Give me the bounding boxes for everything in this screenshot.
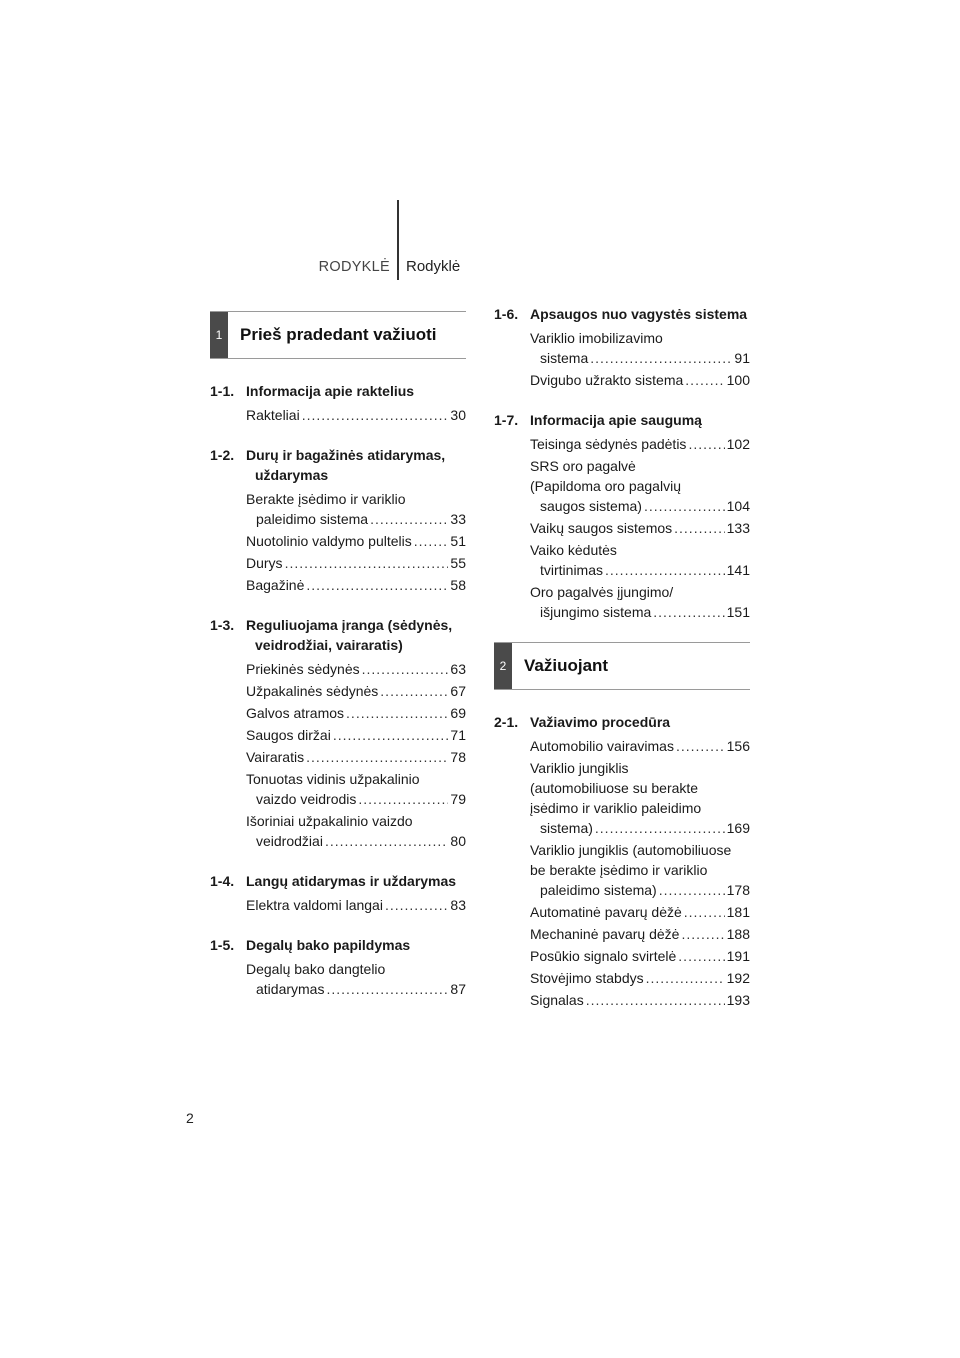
chapter-title: Važiavimo procedūra [530, 714, 671, 730]
toc-column-right [494, 304, 750, 1030]
entry-text: Rakteliai [246, 407, 300, 423]
entry-line: (Papildoma oro pagalvių [530, 478, 681, 494]
chapter-heading [494, 304, 750, 324]
entry-line: Išoriniai užpakalinio vaizdo [246, 813, 413, 829]
toc-chapter [210, 935, 466, 999]
entry-page-number: 80 [450, 833, 466, 849]
dot-leader [653, 602, 724, 622]
dot-leader [333, 725, 449, 745]
entry-page-number: 133 [726, 520, 750, 536]
toc-entry[interactable] [246, 489, 466, 529]
toc-entry[interactable] [246, 703, 466, 723]
entry-text: Priekinės sėdynės [246, 661, 360, 677]
entry-line [246, 831, 466, 851]
chapter-heading [494, 712, 750, 732]
entry-text: paleidimo sistema) [540, 882, 657, 898]
toc-chapter [494, 410, 750, 622]
entry-line: Oro pagalvės įjungimo/ [530, 584, 674, 600]
entry-page-number: 156 [726, 738, 750, 754]
toc-entry[interactable] [530, 328, 750, 368]
section-number-tab: 2 [494, 643, 512, 689]
entry-text: Posūkio signalo svirtelė [530, 948, 677, 964]
entry-line [246, 703, 466, 723]
dot-leader [306, 747, 448, 767]
section-title: Prieš pradedant važiuoti [240, 325, 437, 344]
entry-line [246, 979, 466, 999]
toc-chapter [210, 615, 466, 851]
entry-text: Elektra valdomi langai [246, 897, 383, 913]
dot-leader [326, 979, 448, 999]
chapter-title: Reguliuojama įranga (sėdynės, veidrodžiai, vairaratis) [246, 617, 453, 653]
dot-leader [646, 968, 725, 988]
chapter-heading [210, 871, 466, 891]
dot-leader [346, 703, 448, 723]
entry-line [246, 575, 466, 595]
entry-line [246, 659, 466, 679]
entry-text: sistema) [540, 820, 593, 836]
toc-entry[interactable] [530, 968, 750, 988]
dot-leader [325, 831, 448, 851]
chapter-heading [210, 381, 466, 401]
toc-entry[interactable] [246, 681, 466, 701]
toc-entry[interactable] [530, 946, 750, 966]
chapter-title: Degalų bako papildymas [246, 937, 411, 953]
entry-page-number: 51 [450, 533, 466, 549]
entry-page-number: 151 [726, 604, 750, 620]
entry-page-number: 141 [726, 562, 750, 578]
section-header [494, 642, 750, 690]
header-divider [397, 200, 399, 280]
toc-entry[interactable] [246, 811, 466, 851]
toc-entry[interactable] [246, 895, 466, 915]
toc-entry[interactable] [246, 747, 466, 767]
toc-entry[interactable] [530, 840, 750, 900]
entry-text: tvirtinimas [540, 562, 604, 578]
entry-line: SRS oro pagalvė [530, 458, 636, 474]
entry-line [530, 736, 750, 756]
entry-line [530, 370, 750, 390]
entry-text: Bagažinė [246, 577, 305, 593]
entry-text: išjungimo sistema [540, 604, 652, 620]
entry-line [246, 895, 466, 915]
section-header [210, 311, 466, 359]
dot-leader [644, 496, 725, 516]
chapter-heading [494, 410, 750, 430]
entry-page-number: 63 [450, 661, 466, 677]
toc-entry[interactable] [530, 990, 750, 1010]
entry-line [530, 818, 750, 838]
toc-chapter [494, 712, 750, 1010]
dot-leader [414, 531, 449, 551]
toc-entry[interactable] [530, 582, 750, 622]
entry-text: atidarymas [256, 981, 325, 997]
section-number-tab: 1 [210, 312, 228, 358]
entry-line: Variklio jungiklis (automobiliuose [530, 842, 732, 858]
toc-entry[interactable] [530, 758, 750, 838]
section-title: Važiuojant [524, 656, 609, 675]
entry-text: saugos sistema) [540, 498, 642, 514]
chapter-code: 1-3. [210, 617, 235, 633]
toc-entry[interactable] [530, 370, 750, 390]
chapter-code: 1-6. [494, 306, 519, 322]
chapter-heading [210, 445, 466, 485]
chapter-heading [210, 615, 466, 655]
entry-line: įsėdimo ir variklio paleidimo [530, 800, 702, 816]
dot-leader [684, 902, 725, 922]
entry-text: Užpakalinės sėdynės [246, 683, 379, 699]
toc-entry[interactable] [246, 725, 466, 745]
toc-entry[interactable] [246, 575, 466, 595]
entry-page-number: 178 [726, 882, 750, 898]
entry-line: be berakte įsėdimo ir variklio [530, 862, 708, 878]
entry-line [530, 946, 750, 966]
entry-text: Nuotolinio valdymo pultelis [246, 533, 412, 549]
toc-chapter [210, 445, 466, 595]
entry-page-number: 79 [450, 791, 466, 807]
entry-line [530, 902, 750, 922]
dot-leader [676, 736, 725, 756]
entry-page-number: 58 [450, 577, 466, 593]
entry-text: Teisinga sėdynės padėtis [530, 436, 687, 452]
dot-leader [370, 509, 448, 529]
entry-text: Saugos diržai [246, 727, 331, 743]
entry-line [530, 348, 750, 368]
entry-line [530, 496, 750, 516]
dot-leader [674, 518, 725, 538]
toc-entry[interactable] [530, 924, 750, 944]
entry-text: Durys [246, 555, 283, 571]
entry-page-number: 102 [726, 436, 750, 452]
dot-leader [362, 659, 449, 679]
dot-leader [285, 553, 449, 573]
entry-line [246, 509, 466, 529]
entry-text: vaizdo veidrodis [256, 791, 357, 807]
entry-line [530, 560, 750, 580]
entry-page-number: 169 [726, 820, 750, 836]
toc-entry[interactable] [530, 434, 750, 454]
dot-leader [681, 924, 724, 944]
entry-page-number: 71 [450, 727, 466, 743]
entry-line: Tonuotas vidinis užpakalinio [246, 771, 420, 787]
toc-entry[interactable] [246, 531, 466, 551]
entry-line [530, 602, 750, 622]
entry-page-number: 67 [450, 683, 466, 699]
dot-leader [385, 895, 448, 915]
entry-line [530, 924, 750, 944]
dot-leader [306, 575, 448, 595]
toc-entry[interactable] [530, 540, 750, 580]
entry-text: Dvigubo užrakto sistema [530, 372, 684, 388]
entry-line [530, 968, 750, 988]
chapter-title: Informacija apie saugumą [530, 412, 702, 428]
entry-line [530, 990, 750, 1010]
entry-page-number: 69 [450, 705, 466, 721]
entry-line [246, 747, 466, 767]
toc-entry[interactable] [530, 456, 750, 516]
toc-entry[interactable] [246, 659, 466, 679]
entry-page-number: 30 [450, 407, 466, 423]
header-section-label: RODYKLĖ [318, 259, 390, 275]
toc-chapter [210, 381, 466, 425]
dot-leader [595, 818, 725, 838]
chapter-code: 1-4. [210, 873, 235, 889]
toc-entry[interactable] [530, 518, 750, 538]
entry-line [246, 553, 466, 573]
entry-line [246, 531, 466, 551]
toc-entry[interactable] [246, 405, 466, 425]
entry-line [530, 434, 750, 454]
entry-line [246, 725, 466, 745]
chapter-title: Apsaugos nuo vagystės sistema [530, 306, 748, 322]
toc-entry[interactable] [246, 959, 466, 999]
chapter-code: 2-1. [494, 714, 519, 730]
chapter-code: 1-5. [210, 937, 235, 953]
entry-text: veidrodžiai [256, 833, 323, 849]
dot-leader [659, 880, 725, 900]
dot-leader [358, 789, 448, 809]
entry-line: (automobiliuose su berakte [530, 780, 699, 796]
entry-page-number: 83 [450, 897, 466, 913]
entry-page-number: 100 [726, 372, 750, 388]
chapter-code: 1-7. [494, 412, 519, 428]
dot-leader [685, 370, 724, 390]
dot-leader [302, 405, 449, 425]
entry-page-number: 87 [450, 981, 466, 997]
toc-entry[interactable] [530, 736, 750, 756]
entry-text: Automatinė pavarų dėžė [530, 904, 682, 920]
entry-text: Mechaninė pavarų dėžė [530, 926, 680, 942]
entry-line [246, 405, 466, 425]
toc-entry[interactable] [530, 902, 750, 922]
chapter-title: Langų atidarymas ir uždarymas [246, 873, 457, 889]
entry-text: Signalas [530, 992, 584, 1008]
toc-chapter [494, 304, 750, 390]
entry-text: Vaikų saugos sistemos [530, 520, 673, 536]
page-number: 2 [186, 1110, 194, 1126]
entry-page-number: 188 [726, 926, 750, 942]
chapter-code: 1-2. [210, 447, 235, 463]
entry-page-number: 191 [726, 948, 750, 964]
entry-text: Galvos atramos [246, 705, 345, 721]
entry-page-number: 193 [726, 992, 750, 1008]
entry-line: Variklio jungiklis [530, 760, 629, 776]
toc-column-left [210, 311, 466, 1019]
dot-leader [586, 990, 725, 1010]
entry-page-number: 33 [450, 511, 466, 527]
toc-chapter [210, 871, 466, 915]
entry-page-number: 181 [726, 904, 750, 920]
entry-page-number: 78 [450, 749, 466, 765]
dot-leader [678, 946, 724, 966]
entry-line [530, 880, 750, 900]
entry-line: Vaiko kėdutės [530, 542, 617, 558]
dot-leader [590, 348, 732, 368]
entry-page-number: 192 [726, 970, 750, 986]
dot-leader [688, 434, 724, 454]
entry-page-number: 91 [734, 350, 750, 366]
entry-text: paleidimo sistema [256, 511, 369, 527]
dot-leader [380, 681, 448, 701]
chapter-heading [210, 935, 466, 955]
chapter-code: 1-1. [210, 383, 235, 399]
entry-text: Vairaratis [246, 749, 305, 765]
entry-text: sistema [540, 350, 589, 366]
entry-line [530, 518, 750, 538]
entry-text: Stovėjimo stabdys [530, 970, 644, 986]
entry-page-number: 55 [450, 555, 466, 571]
entry-line: Berakte įsėdimo ir variklio [246, 491, 406, 507]
entry-page-number: 104 [726, 498, 750, 514]
entry-line: Degalų bako dangtelio [246, 961, 386, 977]
entry-line: Variklio imobilizavimo [530, 330, 663, 346]
header-page-title: Rodyklė [406, 258, 461, 275]
entry-line [246, 789, 466, 809]
toc-entry[interactable] [246, 769, 466, 809]
toc-entry[interactable] [246, 553, 466, 573]
chapter-title: Durų ir bagažinės atidarymas, uždarymas [246, 447, 446, 483]
chapter-title: Informacija apie raktelius [246, 383, 415, 399]
entry-text: Automobilio vairavimas [530, 738, 674, 754]
dot-leader [605, 560, 725, 580]
entry-line [246, 681, 466, 701]
